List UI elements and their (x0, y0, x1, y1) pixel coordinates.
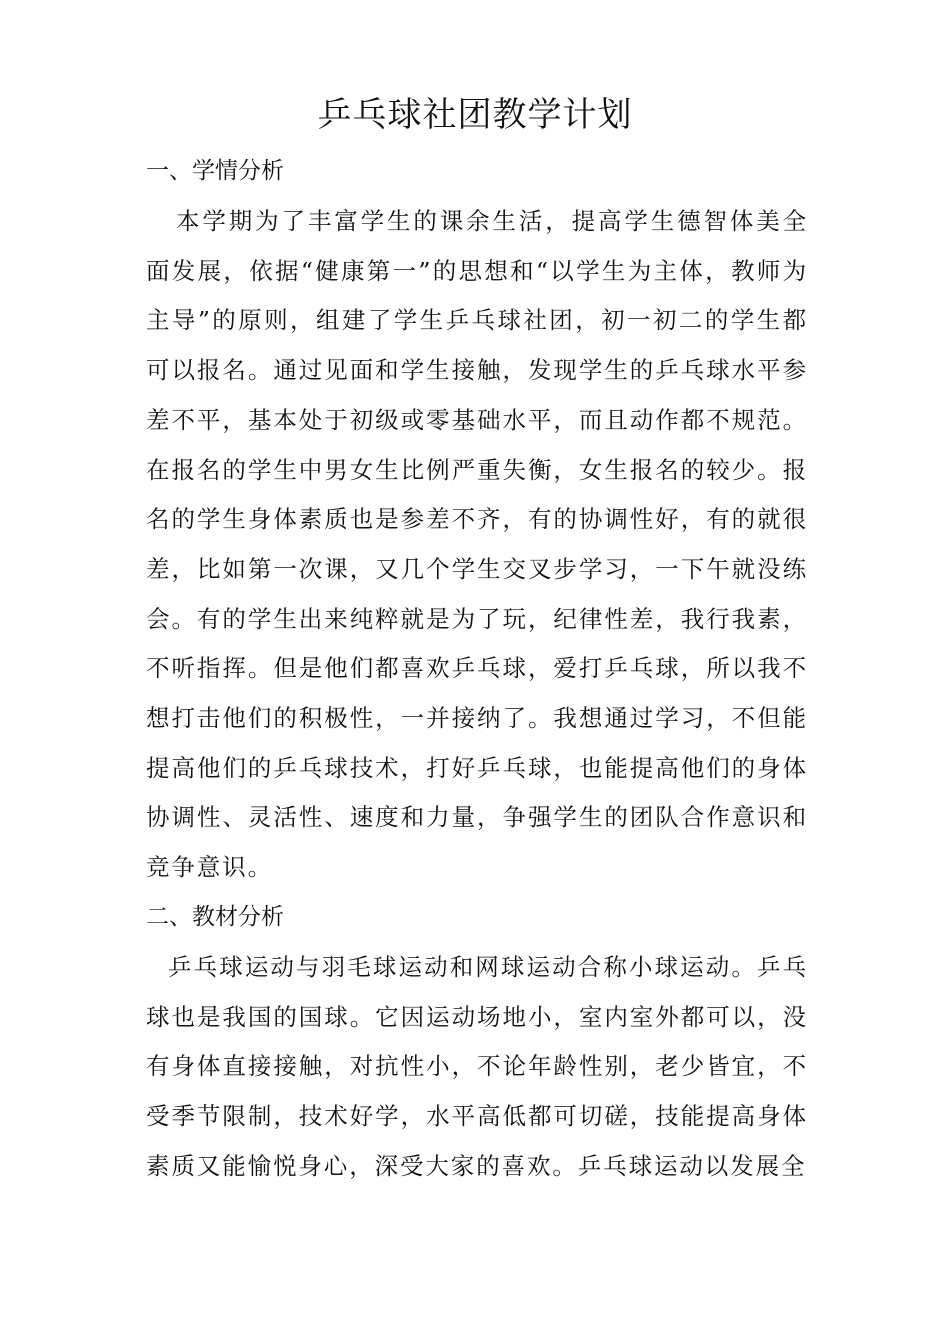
document-title: 乒乓球社团教学计划 (317, 95, 633, 135)
section-heading-material-analysis: 二、教材分析 (146, 904, 284, 930)
section-paragraph-learning-analysis: 本学期为了丰富学生的课余生活，提高学生德智体美全面发展，依据“健康第一”的思想和“以学生为主体，教师为主导”的原则，组建了学生乒乓球社团，初一初二的学生都可以报名。通过见面和学生接触，发现学生的乒乓球水平参差不平，基本处于初级或零基础水平，而且动作都不规范。在报名的学生中男女生比例严重失衡，女生报名的较少。报名的学生身体素质也是参差不齐，有的协调性好，有的就很差，比如第一次课，又几个学生交叉步学习，一下午就没练会。有的学生出来纯粹就是为了玩，纪律性差，我行我素，不听指挥。但是他们都喜欢乒乓球，爱打乒乓球，所以我不想打击他们的积极性，一并接纳了。我想通过学习，不但能提高他们的乒乓球技术，打好乒乓球，也能提高他们的身体协调性、灵活性、速度和力量，争强学生的团队合作意识和竞争意识。 (146, 207, 808, 882)
section-heading-learning-analysis: 一、学情分析 (146, 158, 284, 184)
section-paragraph-material-analysis: 乒乓球运动与羽毛球运动和网球运动合称小球运动。乒乓球也是我国的国球。它因运动场地小，室内室外都可以，没有身体直接接触，对抗性小，不论年龄性别，老少皆宜，不受季节限制，技术好学，水平高低都可切磋，技能提高身体素质又能愉悦身心，深受大家的喜欢。乒乓球运动以发展全 (146, 953, 808, 1180)
